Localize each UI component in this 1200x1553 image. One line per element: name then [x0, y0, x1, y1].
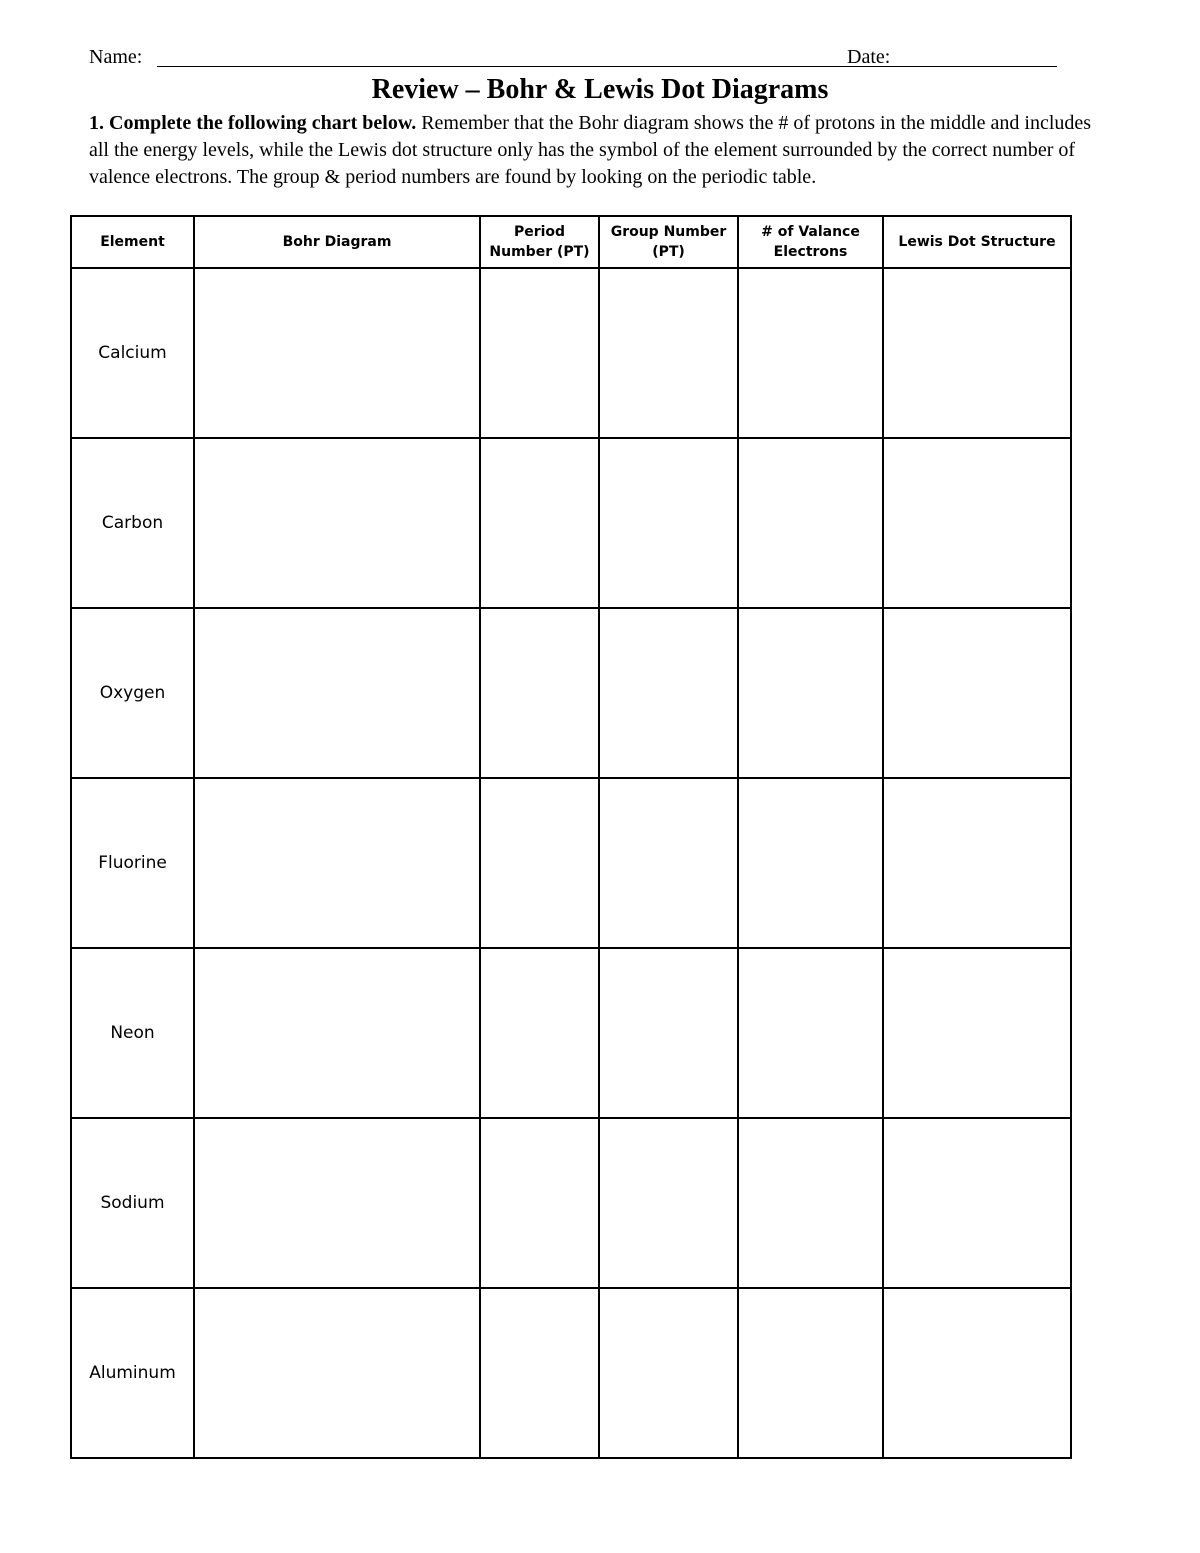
- period-number-cell[interactable]: [480, 948, 599, 1118]
- period-number-cell[interactable]: [480, 608, 599, 778]
- name-label: Name:: [89, 46, 143, 68]
- element-name: Oxygen: [71, 608, 194, 778]
- lewis-dot-cell[interactable]: [883, 1288, 1071, 1458]
- element-name: Sodium: [71, 1118, 194, 1288]
- column-header-element: Element: [71, 216, 194, 268]
- bohr-diagram-cell[interactable]: [194, 608, 480, 778]
- valence-electrons-cell[interactable]: [738, 268, 883, 438]
- period-number-cell[interactable]: [480, 268, 599, 438]
- column-header-lewis-dot: Lewis Dot Structure: [883, 216, 1071, 268]
- valence-electrons-cell[interactable]: [738, 438, 883, 608]
- element-name: Carbon: [71, 438, 194, 608]
- element-name: Calcium: [71, 268, 194, 438]
- element-name: Aluminum: [71, 1288, 194, 1458]
- lewis-dot-cell[interactable]: [883, 268, 1071, 438]
- group-number-cell[interactable]: [599, 438, 738, 608]
- valence-electrons-cell[interactable]: [738, 778, 883, 948]
- table-row: [71, 1288, 1071, 1458]
- group-number-cell[interactable]: [599, 948, 738, 1118]
- column-header-bohr-diagram: Bohr Diagram: [194, 216, 480, 268]
- table-row: [71, 948, 1071, 1118]
- element-name: Neon: [71, 948, 194, 1118]
- column-header-period-number: Period Number (PT): [480, 216, 599, 268]
- lewis-dot-cell[interactable]: [883, 948, 1071, 1118]
- date-label: Date:: [847, 46, 891, 68]
- element-chart: [70, 215, 1072, 1459]
- valence-electrons-cell[interactable]: [738, 948, 883, 1118]
- lewis-dot-cell[interactable]: [883, 438, 1071, 608]
- period-number-cell[interactable]: [480, 1118, 599, 1288]
- table-row: [71, 1118, 1071, 1288]
- name-date-line: [89, 46, 1089, 76]
- bohr-diagram-cell[interactable]: [194, 778, 480, 948]
- instructions-text: Remember that the Bohr diagram shows the # of protons in the middle and includes all the energy levels, while the Lewis dot structure only has the symbol of the element surrounded by the correct number of valence electrons. The group & period numbers are found by looking on the periodic table.: [89, 112, 1092, 188]
- bohr-diagram-cell[interactable]: [194, 1288, 480, 1458]
- period-number-cell[interactable]: [480, 1288, 599, 1458]
- valence-electrons-cell[interactable]: [738, 1118, 883, 1288]
- bohr-diagram-cell[interactable]: [194, 948, 480, 1118]
- lewis-dot-cell[interactable]: [883, 608, 1071, 778]
- header-row: [71, 216, 1071, 268]
- group-number-cell[interactable]: [599, 268, 738, 438]
- instructions: [89, 110, 1101, 191]
- element-name: Fluorine: [71, 778, 194, 948]
- bohr-diagram-cell[interactable]: [194, 1118, 480, 1288]
- bohr-diagram-cell[interactable]: [194, 438, 480, 608]
- instructions-lead: 1. Complete the following chart below.: [89, 112, 417, 134]
- lewis-dot-cell[interactable]: [883, 1118, 1071, 1288]
- column-header-valence-electrons: # of Valance Electrons: [738, 216, 883, 268]
- table-row: [71, 438, 1071, 608]
- group-number-cell[interactable]: [599, 1288, 738, 1458]
- valence-electrons-cell[interactable]: [738, 608, 883, 778]
- valence-electrons-cell[interactable]: [738, 1288, 883, 1458]
- period-number-cell[interactable]: [480, 438, 599, 608]
- table-row: [71, 608, 1071, 778]
- table-row: [71, 778, 1071, 948]
- period-number-cell[interactable]: [480, 778, 599, 948]
- name-field[interactable]: [157, 66, 929, 67]
- group-number-cell[interactable]: [599, 608, 738, 778]
- group-number-cell[interactable]: [599, 1118, 738, 1288]
- column-header-group-number: Group Number (PT): [599, 216, 738, 268]
- table-row: [71, 268, 1071, 438]
- lewis-dot-cell[interactable]: [883, 778, 1071, 948]
- date-field[interactable]: [904, 66, 1057, 67]
- page-title: Review – Bohr & Lewis Dot Diagrams: [371, 74, 829, 105]
- group-number-cell[interactable]: [599, 778, 738, 948]
- bohr-diagram-cell[interactable]: [194, 268, 480, 438]
